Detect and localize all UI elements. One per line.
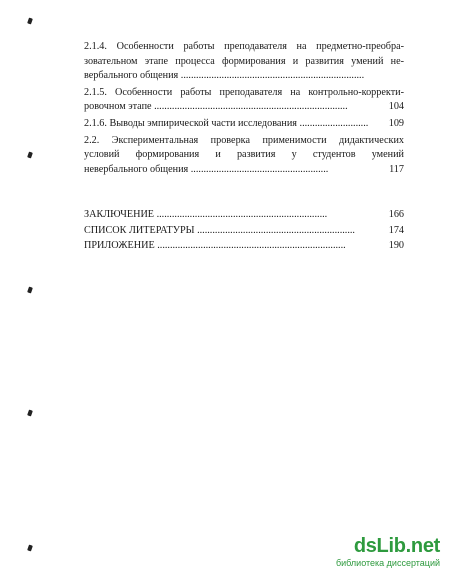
toc-page-number [382, 69, 404, 84]
toc-page-number: 166 [388, 209, 404, 220]
toc-line [84, 86, 404, 101]
toc-page-number: 104 [388, 101, 404, 113]
toc-entry [84, 40, 404, 84]
scan-margin-mark [27, 17, 33, 24]
toc-entry-text: невербального общения ...................................................... [84, 163, 329, 175]
back-matter-label: СПИСОК ЛИТЕРАТУРЫ .............................................................. [84, 224, 355, 236]
toc-line [84, 148, 404, 163]
toc-line [84, 69, 404, 84]
dslib-subtitle: библиотека диссертаций [335, 558, 440, 568]
toc-entry-text: 2.1.5. Особенности работы преподавателя на контрольно-корректи- [84, 86, 404, 98]
back-matter-item [84, 238, 404, 254]
toc-page-number: 174 [388, 224, 404, 236]
back-matter-label: ЗАКЛЮЧЕНИЕ ................................................................... [84, 209, 328, 220]
toc-line [84, 163, 404, 178]
toc-entry-text: условий формирования и развития у студентов умений [84, 149, 404, 161]
toc-entry [84, 86, 404, 115]
toc-entry-text: 2.2. Экспериментальная проверка применимости дидактических [84, 134, 404, 146]
scan-margin-mark [27, 151, 33, 158]
toc-page-number: 109 [388, 117, 404, 129]
toc-entry-text: 2.1.6. Выводы эмпирической части исследования ........................... [84, 117, 369, 129]
back-matter-item [84, 223, 404, 239]
toc-page-number: 190 [388, 240, 404, 251]
toc-line [84, 134, 404, 149]
back-matter-label: ПРИЛОЖЕНИЕ .......................................................................... [84, 240, 346, 251]
scan-margin-mark [27, 286, 33, 293]
scan-margin-mark [27, 544, 33, 551]
dslib-watermark-logo[interactable] [330, 536, 440, 572]
table-of-contents [84, 40, 404, 179]
toc-entry [84, 117, 404, 132]
toc-entry-text: зовательном этапе процесса формирования и развития умений не- [84, 55, 404, 67]
dslib-brand: dsLib.net [353, 535, 440, 557]
toc-entry [84, 134, 404, 178]
back-matter-item [84, 207, 404, 223]
back-matter-list [84, 207, 404, 254]
toc-line [84, 117, 404, 132]
toc-line [84, 40, 404, 55]
toc-entry-text: вербального общения ........................................................................ [84, 70, 365, 82]
toc-page-number: 117 [389, 163, 404, 175]
toc-line [84, 55, 404, 70]
toc-line [84, 100, 404, 115]
toc-entry-text: 2.1.4. Особенности работы преподавателя на предметно-преобра- [84, 41, 404, 52]
scan-margin-mark [27, 409, 33, 416]
toc-entry-text: ровочном этапе ............................................................................ [84, 101, 348, 113]
